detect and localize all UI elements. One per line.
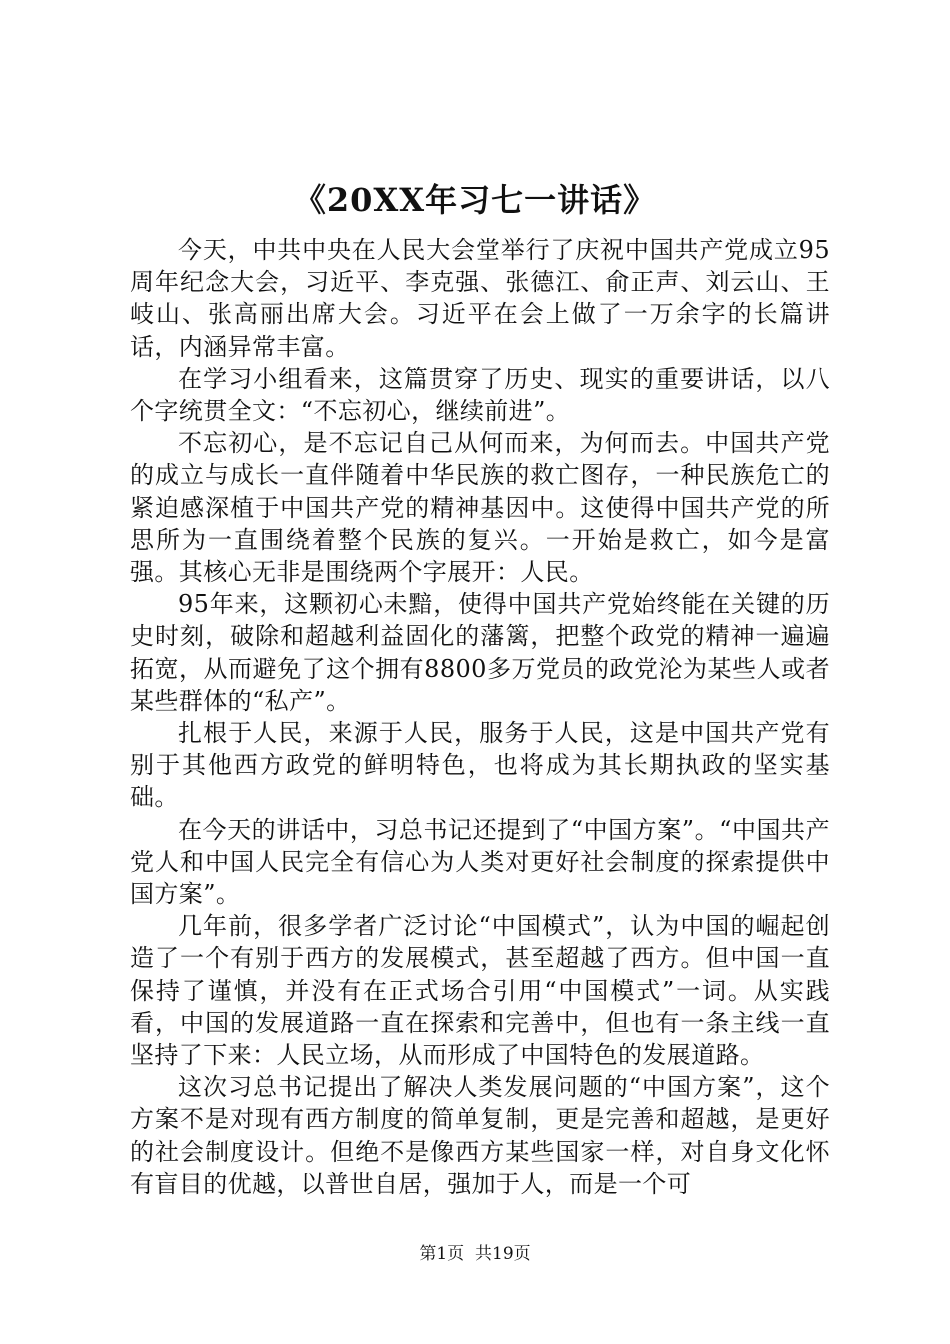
paragraph-2: 在学习小组看来，这篇贯穿了历史、现实的重要讲话，以八个字统贯全文：“不忘初心，继续前进”。	[130, 364, 830, 426]
paragraph-1: 今天，中共中央在人民大会堂举行了庆祝中国共产党成立95周年纪念大会，习近平、李克强、张德江、俞正声、刘云山、王岐山、张高丽出席大会。习近平在会上做了一万余字的长篇讲话，内涵异常丰富。	[130, 236, 830, 361]
paragraph-6: 在今天的讲话中，习总书记还提到了“中国方案”。“中国共产党人和中国人民完全有信心为人类对更好社会制度的探索提供中国方案”。	[130, 815, 830, 909]
page-number: 第1页	[419, 1244, 465, 1264]
paragraph-8: 这次习总书记提出了解决人类发展问题的“中国方案”，这个方案不是对现有西方制度的简单复制，更是完善和超越，是更好的社会制度设计。但绝不是像西方某些国家一样，对自身文化怀有盲目的优越，以普世自居，强加于人，而是一个可	[130, 1073, 830, 1198]
page-total: 共19页	[475, 1244, 531, 1264]
paragraph-3: 不忘初心，是不忘记自己从何而来，为何而去。中国共产党的成立与成长一直伴随着中华民族的救亡图存，一种民族危亡的紧迫感深植于中国共产党的精神基因中。这使得中国共产党的所思所为一直围绕着整个民族的复兴。一开始是救亡，如今是富强。其核心无非是围绕两个字展开：人民。	[130, 429, 830, 587]
document-body	[130, 234, 830, 1200]
document-title: 《20XX年习七一讲话》	[293, 181, 657, 219]
paragraph-5: 扎根于人民，来源于人民，服务于人民，这是中国共产党有别于其他西方政党的鲜明特色，也将成为其长期执政的坚实基础。	[130, 719, 830, 812]
paragraph-4: 95年来，这颗初心未黯，使得中国共产党始终能在关键的历史时刻，破除和超越利益固化的藩篱，把整个政党的精神一遍遍拓宽，从而避免了这个拥有8800多万党员的政党沦为某些人或者某些群体的“私产”。	[130, 590, 830, 715]
page-footer	[0, 1243, 950, 1265]
paragraph-7: 几年前，很多学者广泛讨论“中国模式”，认为中国的崛起创造了一个有别于西方的发展模式，甚至超越了西方。但中国一直保持了谨慎，并没有在正式场合引用“中国模式”一词。从实践看，中国的发展道路一直在探索和完善中，但也有一条主线一直坚持了下来：人民立场，从而形成了中国特色的发展道路。	[130, 912, 830, 1070]
